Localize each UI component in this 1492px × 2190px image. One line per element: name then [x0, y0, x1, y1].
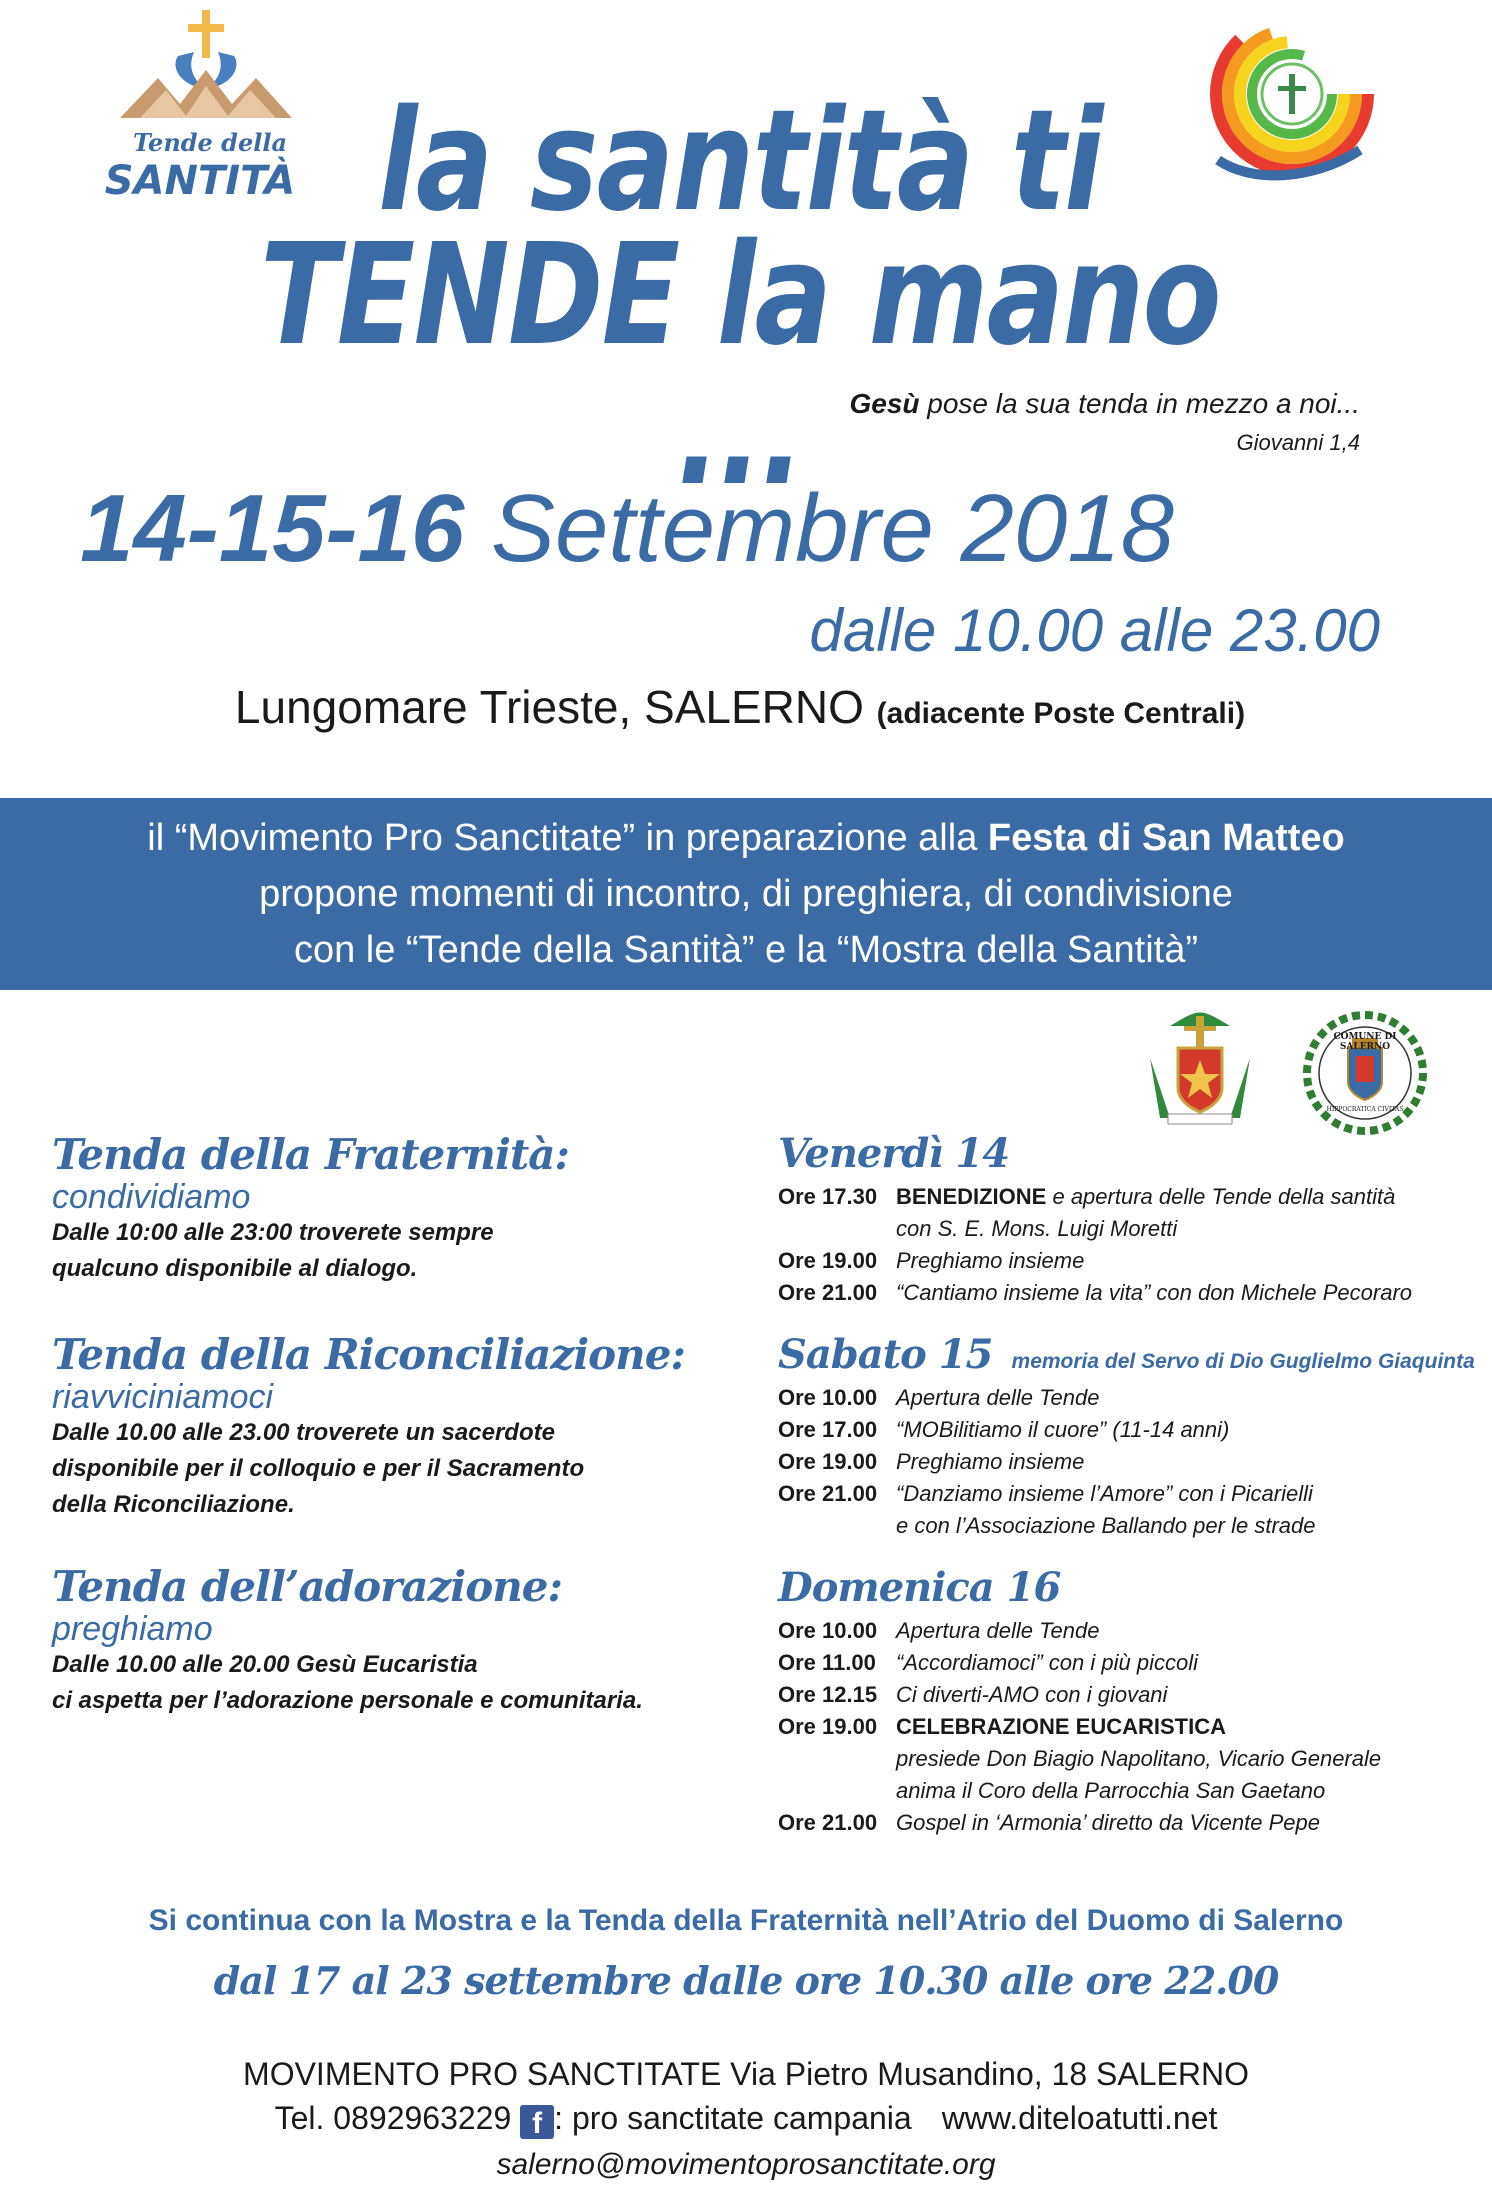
schedule-column — [778, 1130, 1475, 1839]
quote-text: pose la sua tenda in mezzo a noi... — [919, 388, 1360, 419]
intro-banner — [0, 798, 1492, 990]
schedule-row — [778, 1181, 1468, 1213]
schedule-desc: Ci diverti-AMO con i giovani — [896, 1682, 1168, 1707]
schedule-desc: Preghiamo insieme — [896, 1449, 1085, 1474]
tent-body-line: Dalle 10.00 alle 23.00 troverete un sacerdote — [52, 1419, 555, 1446]
schedule-bold: CELEBRAZIONE EUCARISTICA — [896, 1714, 1227, 1739]
tent-riconciliazione — [52, 1330, 752, 1562]
rainbow-globe-icon — [1210, 10, 1380, 190]
schedule-desc: Preghiamo insieme — [896, 1248, 1085, 1273]
schedule-time: Ore 11.00 — [778, 1650, 876, 1675]
schedule-time: Ore 21.00 — [778, 1280, 878, 1305]
schedule-row — [778, 1711, 1468, 1743]
schedule-desc: presiede Don Biagio Napolitano, Vicario Generale — [896, 1746, 1382, 1771]
schedule-row — [778, 1213, 1468, 1245]
tent-body-line: Dalle 10:00 alle 23:00 troverete sempre — [52, 1219, 494, 1246]
logo-line-1: Tende della — [132, 128, 288, 157]
headline-line-1: la santità ti — [378, 80, 1102, 243]
schedule-desc: “Accordiamoci” con i più piccoli — [896, 1650, 1198, 1675]
banner-line-3: con le “Tende della Santità” e la “Mostra della Santità” — [293, 929, 1199, 971]
schedule-time — [778, 1775, 896, 1807]
schedule-time: Ore 17.30 — [778, 1184, 878, 1209]
footer-email[interactable]: salerno@movimentoprosanctitate.org — [496, 2148, 996, 2181]
event-hours: dalle 10.00 alle 23.00 — [809, 597, 1380, 664]
schedule-text — [896, 1711, 1226, 1743]
schedule-time: Ore 10.00 — [778, 1385, 878, 1410]
schedule-desc: con S. E. Mons. Luigi Moretti — [896, 1216, 1178, 1241]
comune-salerno-seal — [1300, 1008, 1430, 1138]
schedule-time: Ore 21.00 — [778, 1481, 878, 1506]
tent-body-line: qualcuno disponibile al dialogo. — [52, 1255, 418, 1282]
banner-line-1-text: il “Movimento Pro Sanctitate” in preparazione alla — [147, 817, 988, 859]
bishop-coat-of-arms-icon — [1140, 1008, 1260, 1138]
continue-line-2: dal 17 al 23 settembre dalle ore 10.30 alle ore 22.00 — [213, 1958, 1279, 2003]
tent-title: Tenda della Fraternità: — [52, 1130, 570, 1179]
quote-bold: Gesù — [849, 388, 920, 419]
banner-line-2: propone momenti di incontro, di preghiera, di condivisione — [259, 873, 1233, 915]
schedule-row — [778, 1679, 1468, 1711]
schedule-row — [778, 1277, 1468, 1309]
schedule-row — [778, 1647, 1468, 1679]
movement-logo — [1210, 10, 1380, 190]
tents-column — [52, 1130, 752, 1719]
schedule-time: Ore 21.00 — [778, 1810, 878, 1835]
footer-tel: Tel. 0892963229 — [274, 2100, 521, 2136]
schedule-time — [778, 1510, 896, 1542]
footer-address: MOVIMENTO PRO SANCTITATE Via Pietro Musandino, 18 SALERNO — [243, 2056, 1249, 2092]
schedule-text — [896, 1181, 1395, 1213]
schedule-time: Ore 17.00 — [778, 1417, 878, 1442]
schedule-desc: “Danziamo insieme l’Amore” con i Picarielli — [896, 1481, 1313, 1506]
tent-body-line: ci aspetta per l’adorazione personale e comunitaria. — [52, 1687, 643, 1714]
schedule-time: Ore 10.00 — [778, 1618, 878, 1643]
schedule-row — [778, 1775, 1468, 1807]
event-location — [100, 680, 1380, 734]
quote-reference: Giovanni 1,4 — [1236, 430, 1360, 455]
tent-subtitle: preghiamo — [52, 1610, 213, 1648]
schedule-time: Ore 19.00 — [778, 1714, 878, 1739]
schedule-row — [778, 1478, 1468, 1510]
day-saturday — [778, 1331, 1475, 1542]
event-month: Settembre 2018 — [464, 475, 1175, 582]
tende-santita-logo — [100, 8, 300, 208]
schedule-desc: e apertura delle Tende della santità — [1046, 1184, 1396, 1209]
schedule-time — [778, 1743, 896, 1775]
schedule-desc: “Cantiamo insieme la vita” con don Michele Pecoraro — [896, 1280, 1413, 1305]
event-dates — [80, 474, 1380, 584]
archdiocese-coat-of-arms — [1140, 1008, 1260, 1138]
banner-festa: Festa di San Matteo — [987, 817, 1345, 859]
location-main: Lungomare Trieste, SALERNO — [234, 681, 877, 733]
day-title: Venerdì 14 — [778, 1130, 1010, 1177]
headline-line-2: TENDE la mano ... — [260, 214, 1220, 517]
schedule-row — [778, 1382, 1468, 1414]
footer-contacts — [0, 2100, 1492, 2139]
tent-title: Tenda della Riconciliazione: — [52, 1330, 685, 1379]
facebook-icon[interactable]: f — [520, 2105, 554, 2139]
schedule-row — [778, 1414, 1468, 1446]
tent-title: Tenda dell’adorazione: — [52, 1562, 563, 1611]
schedule-desc: anima il Coro della Parrocchia San Gaetano — [896, 1778, 1326, 1803]
tent-adorazione — [52, 1562, 752, 1719]
schedule-time: Ore 19.00 — [778, 1449, 878, 1474]
tent-body-line: disponibile per il colloquio e per il Sacramento — [52, 1455, 585, 1482]
schedule-row — [778, 1446, 1468, 1478]
tent-fraternita — [52, 1130, 752, 1330]
tent-body-line: della Riconciliazione. — [52, 1491, 295, 1518]
schedule-row — [778, 1245, 1468, 1277]
city-seal-icon — [1300, 1008, 1430, 1138]
seal-top-text: COMUNE DI SALERNO — [1333, 1032, 1397, 1052]
schedule-bold: BENEDIZIONE — [896, 1184, 1047, 1209]
schedule-row — [778, 1615, 1468, 1647]
day-header — [778, 1331, 1475, 1378]
schedule-desc: Apertura delle Tende — [896, 1385, 1100, 1410]
day-sunday — [778, 1564, 1468, 1839]
schedule-time: Ore 19.00 — [778, 1248, 878, 1273]
schedule-row — [778, 1743, 1468, 1775]
schedule-desc: Apertura delle Tende — [896, 1618, 1100, 1643]
schedule-desc: Gospel in ‘Armonia’ diretto da Vicente Pepe — [896, 1810, 1320, 1835]
event-days: 14-15-16 — [80, 475, 465, 582]
tent-body-line: Dalle 10.00 alle 20.00 Gesù Eucaristia — [52, 1651, 478, 1678]
footer-website[interactable]: www.diteloatutti.net — [941, 2100, 1218, 2136]
day-title: Domenica 16 — [778, 1564, 1061, 1611]
schedule-time — [778, 1213, 896, 1245]
schedule-time: Ore 12.15 — [778, 1682, 878, 1707]
gospel-quote — [700, 388, 1360, 420]
schedule-desc: “MOBilitiamo il cuore” (11-14 anni) — [896, 1417, 1230, 1442]
schedule-desc: e con l’Associazione Ballando per le strade — [896, 1513, 1316, 1538]
continue-line-1: Si continua con la Mostra e la Tenda della Fraternità nell’Atrio del Duomo di Salerno — [148, 1904, 1344, 1937]
day-note: memoria del Servo di Dio Guglielmo Giaquinta — [1011, 1350, 1475, 1373]
banner-line-1 — [0, 810, 1492, 866]
day-title: Sabato 15 — [778, 1331, 993, 1378]
tent-subtitle: condividiamo — [52, 1178, 251, 1216]
schedule-row — [778, 1510, 1468, 1542]
day-friday — [778, 1130, 1468, 1309]
seal-bottom-text: HIPPOCRATICA CIVITAS — [1326, 1106, 1404, 1113]
location-note: (adiacente Poste Centrali) — [876, 697, 1246, 730]
schedule-row — [778, 1807, 1468, 1839]
footer-facebook[interactable]: : pro sanctitate campania — [554, 2100, 912, 2136]
tent-subtitle: riavviciniamoci — [52, 1378, 274, 1416]
logo-line-2: SANTITÀ — [104, 158, 296, 204]
